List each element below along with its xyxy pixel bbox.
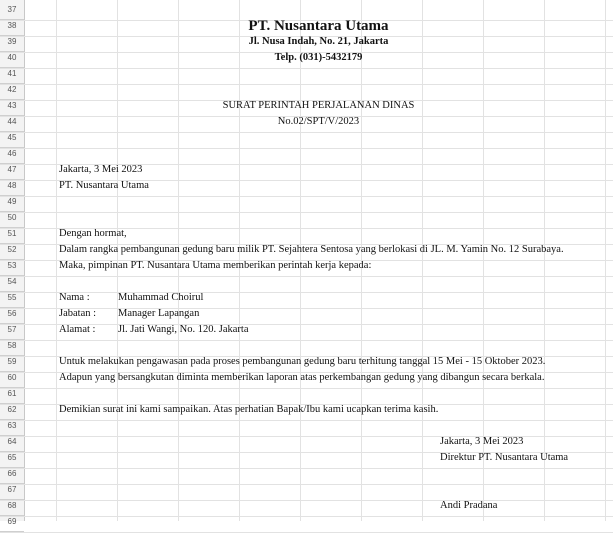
name-label[interactable]: Nama : xyxy=(59,292,90,303)
row-number[interactable]: 43 xyxy=(0,96,24,116)
row-number[interactable]: 68 xyxy=(0,496,24,516)
row-number[interactable]: 53 xyxy=(0,256,24,276)
letter-paragraph-1[interactable]: Dalam rangka pembangunan gedung baru milik PT. Sejahtera Sentosa yang berlokasi di JL. M. Yamin No. 12 Surabaya. xyxy=(59,244,564,255)
row-number[interactable]: 66 xyxy=(0,464,24,484)
row-number[interactable]: 39 xyxy=(0,32,24,52)
letter-paragraph-3[interactable]: Untuk melakukan pengawasan pada proses pembangunan gedung baru terhitung tanggal 15 Mei - 15 Oktober 2023. xyxy=(59,356,546,367)
row-number[interactable]: 57 xyxy=(0,320,24,340)
row-number[interactable]: 69 xyxy=(0,512,24,532)
row-number[interactable]: 64 xyxy=(0,432,24,452)
row-number[interactable]: 46 xyxy=(0,144,24,164)
address-value[interactable]: Jl. Jati Wangi, No. 120. Jakarta xyxy=(118,324,249,335)
signature-title[interactable]: Direktur PT. Nusantara Utama xyxy=(440,452,569,463)
row-number[interactable]: 49 xyxy=(0,192,24,212)
signature-name[interactable]: Andi Pradana xyxy=(440,500,498,511)
letter-paragraph-4[interactable]: Adapun yang bersangkutan diminta memberikan laporan atas perkembangan gedung yang dibangun secara berkala. xyxy=(59,372,545,383)
company-name[interactable]: PT. Nusantara Utama xyxy=(248,18,389,34)
letter-title[interactable]: SURAT PERINTAH PERJALANAN DINAS xyxy=(222,100,415,111)
letter-greeting[interactable]: Dengan hormat, xyxy=(59,228,127,239)
row-number[interactable]: 56 xyxy=(0,304,24,324)
row-number[interactable]: 55 xyxy=(0,288,24,308)
row-number[interactable]: 52 xyxy=(0,240,24,260)
signature-date[interactable]: Jakarta, 3 Mei 2023 xyxy=(440,436,524,447)
row-number[interactable]: 40 xyxy=(0,48,24,68)
row-number[interactable]: 58 xyxy=(0,336,24,356)
position-label[interactable]: Jabatan : xyxy=(59,308,97,319)
row-number[interactable]: 45 xyxy=(0,128,24,148)
row-number[interactable]: 62 xyxy=(0,400,24,420)
position-value[interactable]: Manager Lapangan xyxy=(118,308,200,319)
row-number[interactable]: 60 xyxy=(0,368,24,388)
row-number[interactable]: 67 xyxy=(0,480,24,500)
row-number[interactable]: 50 xyxy=(0,208,24,228)
letter-date[interactable]: Jakarta, 3 Mei 2023 xyxy=(59,164,143,175)
row-number[interactable]: 37 xyxy=(0,0,24,20)
company-address[interactable]: Jl. Nusa Indah, No. 21, Jakarta xyxy=(248,36,389,47)
row-number[interactable]: 44 xyxy=(0,112,24,132)
letter-paragraph-2[interactable]: Maka, pimpinan PT. Nusantara Utama memberikan perintah kerja kepada: xyxy=(59,260,372,271)
row-number[interactable]: 54 xyxy=(0,272,24,292)
row-number[interactable]: 63 xyxy=(0,416,24,436)
row-number[interactable]: 59 xyxy=(0,352,24,372)
row-number[interactable]: 41 xyxy=(0,64,24,84)
letter-closing[interactable]: Demikian surat ini kami sampaikan. Atas perhatian Bapak/Ibu kami ucapkan terima kasih. xyxy=(59,404,439,415)
letter-number[interactable]: No.02/SPT/V/2023 xyxy=(277,116,360,127)
sheet-row[interactable] xyxy=(0,512,613,533)
row-number[interactable]: 61 xyxy=(0,384,24,404)
row-number[interactable]: 38 xyxy=(0,16,24,36)
row-number[interactable]: 65 xyxy=(0,448,24,468)
company-phone[interactable]: Telp. (031)-5432179 xyxy=(274,52,363,63)
address-label[interactable]: Alamat : xyxy=(59,324,96,335)
row-number[interactable]: 47 xyxy=(0,160,24,180)
row-number[interactable]: 42 xyxy=(0,80,24,100)
row-number[interactable]: 48 xyxy=(0,176,24,196)
row-number[interactable]: 51 xyxy=(0,224,24,244)
name-value[interactable]: Muhammad Choirul xyxy=(118,292,204,303)
letter-recipient[interactable]: PT. Nusantara Utama xyxy=(59,180,149,191)
